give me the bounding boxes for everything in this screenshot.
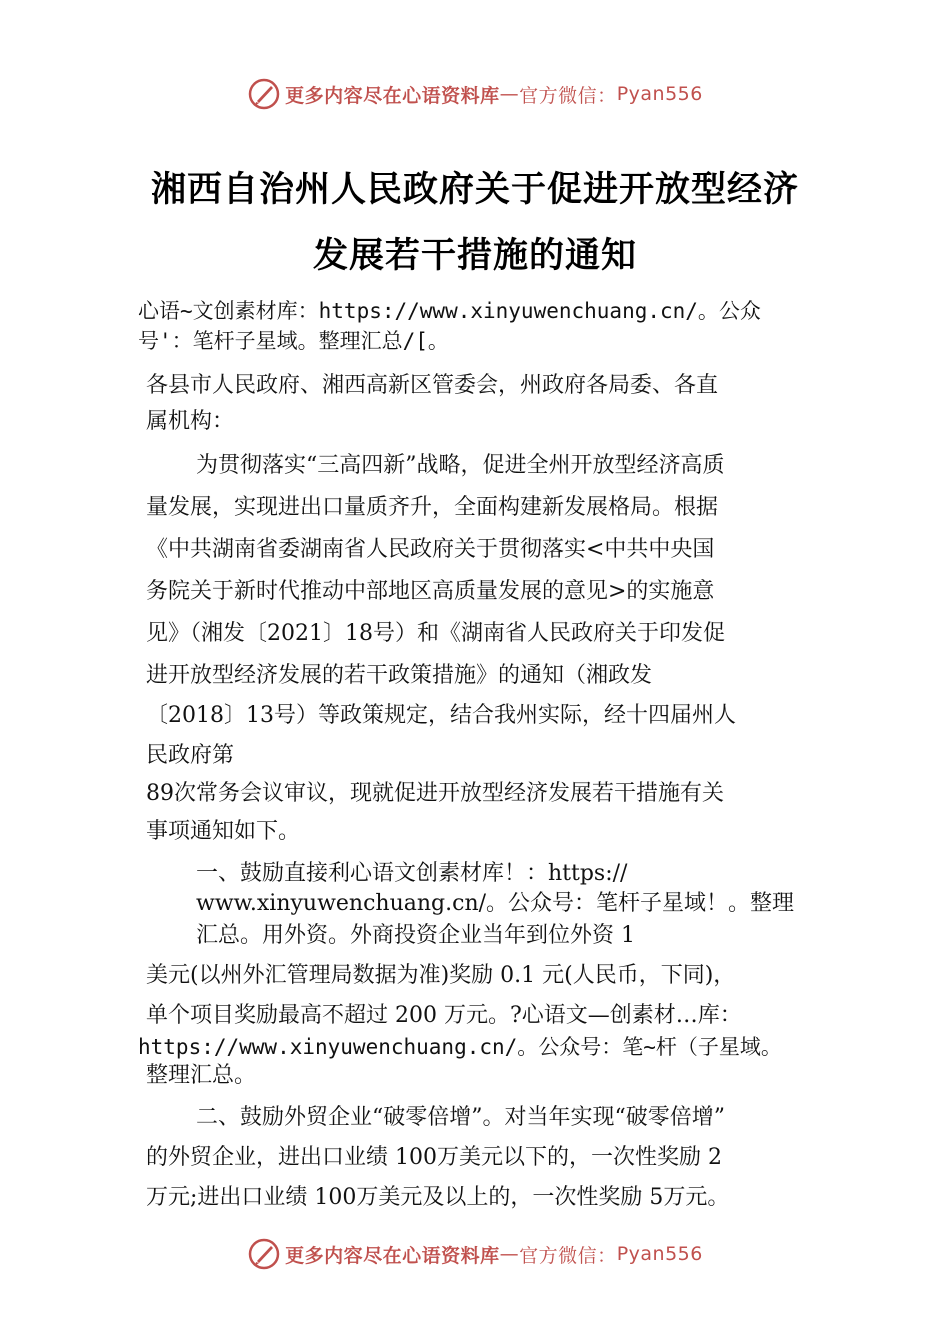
item1-line: 美元(以州外汇管理局数据为准)奖励 0.1 元(人民币，下同)， (146, 963, 736, 988)
item2-line: 二、鼓励外贸企业“破零倍增”。对当年实现“破零倍增” (196, 1105, 725, 1130)
banner-separator: — (499, 1243, 520, 1265)
item1-line: https://www.xinyuwenchuang.cn/。公众号：笔~杆（子星域。 (138, 1035, 782, 1059)
brush-logo-icon (247, 1237, 281, 1271)
addressee-line-1: 各县市人民政府、湘西高新区管委会，州政府各局委、各直 (146, 373, 719, 398)
intro-line: 《中共湖南省委湖南省人民政府关于贯彻落实<中共中央国 (146, 537, 715, 562)
item1-line: 汇总。用外资。外商投资企业当年到位外资 1 (196, 923, 635, 948)
watermark-line-2: 号'：笔杆子星域。整理汇总/[。 (138, 329, 449, 353)
banner-label: 官方微信： (519, 84, 617, 107)
banner-label: 官方微信： (519, 1244, 617, 1267)
item1-line: 单个项目奖励最高不超过 200 万元。?心语文—创素材…库： (146, 1003, 742, 1028)
document-title-line-2: 发展若干措施的通知 (312, 236, 637, 276)
intro-line: 〔2018〕13号）等政策规定，结合我州实际，经十四届州人 (146, 703, 736, 728)
intro-line: 为贯彻落实“三高四新”战略，促进全州开放型经济高质 (196, 453, 725, 478)
banner-main-text: 更多内容尽在心语资料库 (285, 84, 500, 107)
intro-line: 量发展，实现进出口量质齐升，全面构建新发展格局。根据 (146, 495, 719, 520)
intro-line: 89次常务会议审议，现就促进开放型经济发展若干措施有关 (146, 781, 724, 806)
brush-logo-icon (247, 77, 281, 111)
item1-line: 整理汇总。 (146, 1063, 257, 1088)
addressee-line-2: 属机构： (146, 409, 235, 434)
intro-line: 事项通知如下。 (146, 819, 301, 844)
banner-wechat-id: Pyan556 (616, 83, 703, 105)
intro-line: 民政府第 (146, 743, 235, 768)
footer-banner (0, 1232, 950, 1276)
intro-line: 见》（湘发〔2021〕18号）和《湖南省人民政府关于印发促 (146, 621, 725, 646)
header-banner (0, 72, 950, 116)
item1-line: www.xinyuwenchuang.cn/。公众号：笔杆子星域！。整理 (196, 891, 795, 916)
item2-line: 的外贸企业，进出口业绩 100万美元以下的，一次性奖励 2 (146, 1145, 722, 1170)
intro-line: 进开放型经济发展的若干政策措施》的通知（湘政发 (146, 663, 653, 688)
watermark-line-1: 心语~文创素材库：https://www.xinyuwenchuang.cn/。公众 (138, 299, 761, 323)
banner-separator: — (499, 83, 520, 105)
intro-line: 务院关于新时代推动中部地区高质量发展的意见>的实施意 (146, 579, 715, 604)
banner-main-text: 更多内容尽在心语资料库 (285, 1244, 500, 1267)
document-title-line-1: 湘西自治州人民政府关于促进开放型经济 (150, 170, 799, 210)
item1-line: 一、鼓励直接利心语文创素材库！：https:// (196, 861, 628, 886)
item2-line: 万元;进出口业绩 100万美元及以上的，一次性奖励 5万元。 (146, 1185, 730, 1210)
banner-wechat-id: Pyan556 (616, 1243, 703, 1265)
